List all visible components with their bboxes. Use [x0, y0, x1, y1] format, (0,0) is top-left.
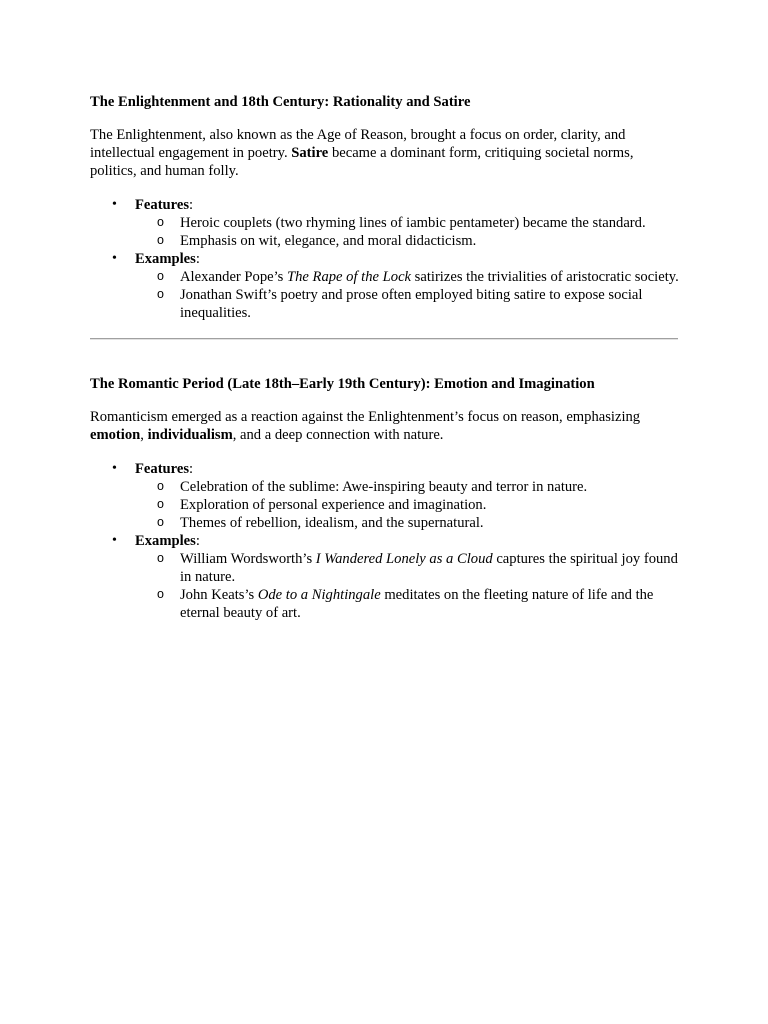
list-item: [135, 214, 680, 232]
examples-sublist: [135, 550, 680, 622]
intro-text: , and a deep connection with nature.: [232, 427, 444, 443]
intro-text: Romanticism emerged as a reaction against the Enlightenment’s focus on reason, emphasizing: [90, 409, 641, 425]
list-item-text: Alexander Pope’s: [180, 269, 287, 285]
sub-bullet-marker: o: [157, 551, 164, 565]
features-sublist: [135, 214, 680, 250]
list-item: [135, 550, 680, 586]
enlightenment-section: [90, 92, 680, 322]
enlightenment-heading: The Enlightenment and 18th Century: Rationality and Satire: [90, 94, 471, 110]
features-label: Features: [135, 461, 190, 477]
list-item: [135, 478, 680, 496]
section-divider: [90, 338, 678, 340]
sub-bullet-marker: o: [157, 479, 164, 493]
list-item: [135, 496, 680, 514]
examples-label: Examples: [135, 533, 196, 549]
intro-bold-term: Satire: [291, 145, 329, 161]
list-item-text: captures the spiritual joy found in nature.: [180, 551, 678, 585]
list-item-text: satirizes the trivialities of aristocratic society.: [411, 269, 679, 285]
work-title: I Wandered Lonely as a Cloud: [315, 551, 493, 567]
list-item: [135, 232, 680, 250]
label-colon: :: [189, 461, 194, 477]
bullet-marker: •: [112, 197, 117, 212]
bullet-marker: •: [112, 533, 117, 548]
intro-bold-term: individualism: [147, 427, 233, 443]
romantic-list: [90, 460, 680, 622]
list-item: [135, 286, 680, 322]
label-colon: :: [189, 197, 194, 213]
intro-bold-term: emotion: [90, 427, 141, 443]
list-item-text: Celebration of the sublime: Awe-inspiring beauty and terror in nature.: [180, 479, 588, 495]
features-item: [90, 460, 680, 532]
sub-bullet-marker: o: [157, 587, 164, 601]
sub-bullet-marker: o: [157, 269, 164, 283]
examples-item: [90, 250, 680, 322]
list-item: [135, 268, 680, 286]
bullet-marker: •: [112, 461, 117, 476]
list-item-text: Jonathan Swift’s poetry and prose often employed biting satire to expose social inequalities.: [180, 287, 643, 321]
features-sublist: [135, 478, 680, 532]
label-colon: :: [195, 251, 200, 267]
bullet-marker: •: [112, 251, 117, 266]
enlightenment-list: [90, 196, 680, 322]
work-title: The Rape of the Lock: [287, 269, 412, 285]
romantic-intro: [90, 408, 680, 444]
list-item-text: Heroic couplets (two rhyming lines of iambic pentameter) became the standard.: [180, 215, 646, 231]
intro-text: became a dominant form, critiquing societal norms, politics, and human folly.: [90, 145, 634, 179]
sub-bullet-marker: o: [157, 233, 164, 247]
document-page: [90, 92, 680, 622]
list-item-text: William Wordsworth’s: [180, 551, 316, 567]
romantic-heading: The Romantic Period (Late 18th–Early 19th Century): Emotion and Imagination: [90, 376, 595, 392]
features-item: [90, 196, 680, 250]
list-item-text: John Keats’s: [180, 587, 258, 603]
list-item-text: Emphasis on wit, elegance, and moral didacticism.: [180, 233, 477, 249]
romantic-section: [90, 374, 680, 622]
list-item: [135, 514, 680, 532]
list-item-text: Exploration of personal experience and imagination.: [180, 497, 487, 513]
list-item: [135, 586, 680, 622]
examples-item: [90, 532, 680, 622]
work-title: Ode to a Nightingale: [257, 587, 381, 603]
label-colon: :: [195, 533, 200, 549]
examples-label: Examples: [135, 251, 196, 267]
intro-separator: ,: [140, 427, 148, 443]
list-item-text: Themes of rebellion, idealism, and the supernatural.: [180, 515, 484, 531]
intro-text: The Enlightenment, also known as the Age of Reason, brought a focus on order, clarity, and intellectual engagement in poetry.: [90, 127, 626, 161]
sub-bullet-marker: o: [157, 497, 164, 511]
sub-bullet-marker: o: [157, 515, 164, 529]
list-item-text: meditates on the fleeting nature of life and the eternal beauty of art.: [180, 587, 654, 621]
sub-bullet-marker: o: [157, 215, 164, 229]
enlightenment-intro: [90, 126, 680, 180]
sub-bullet-marker: o: [157, 287, 164, 301]
examples-sublist: [135, 268, 680, 322]
features-label: Features: [135, 197, 190, 213]
